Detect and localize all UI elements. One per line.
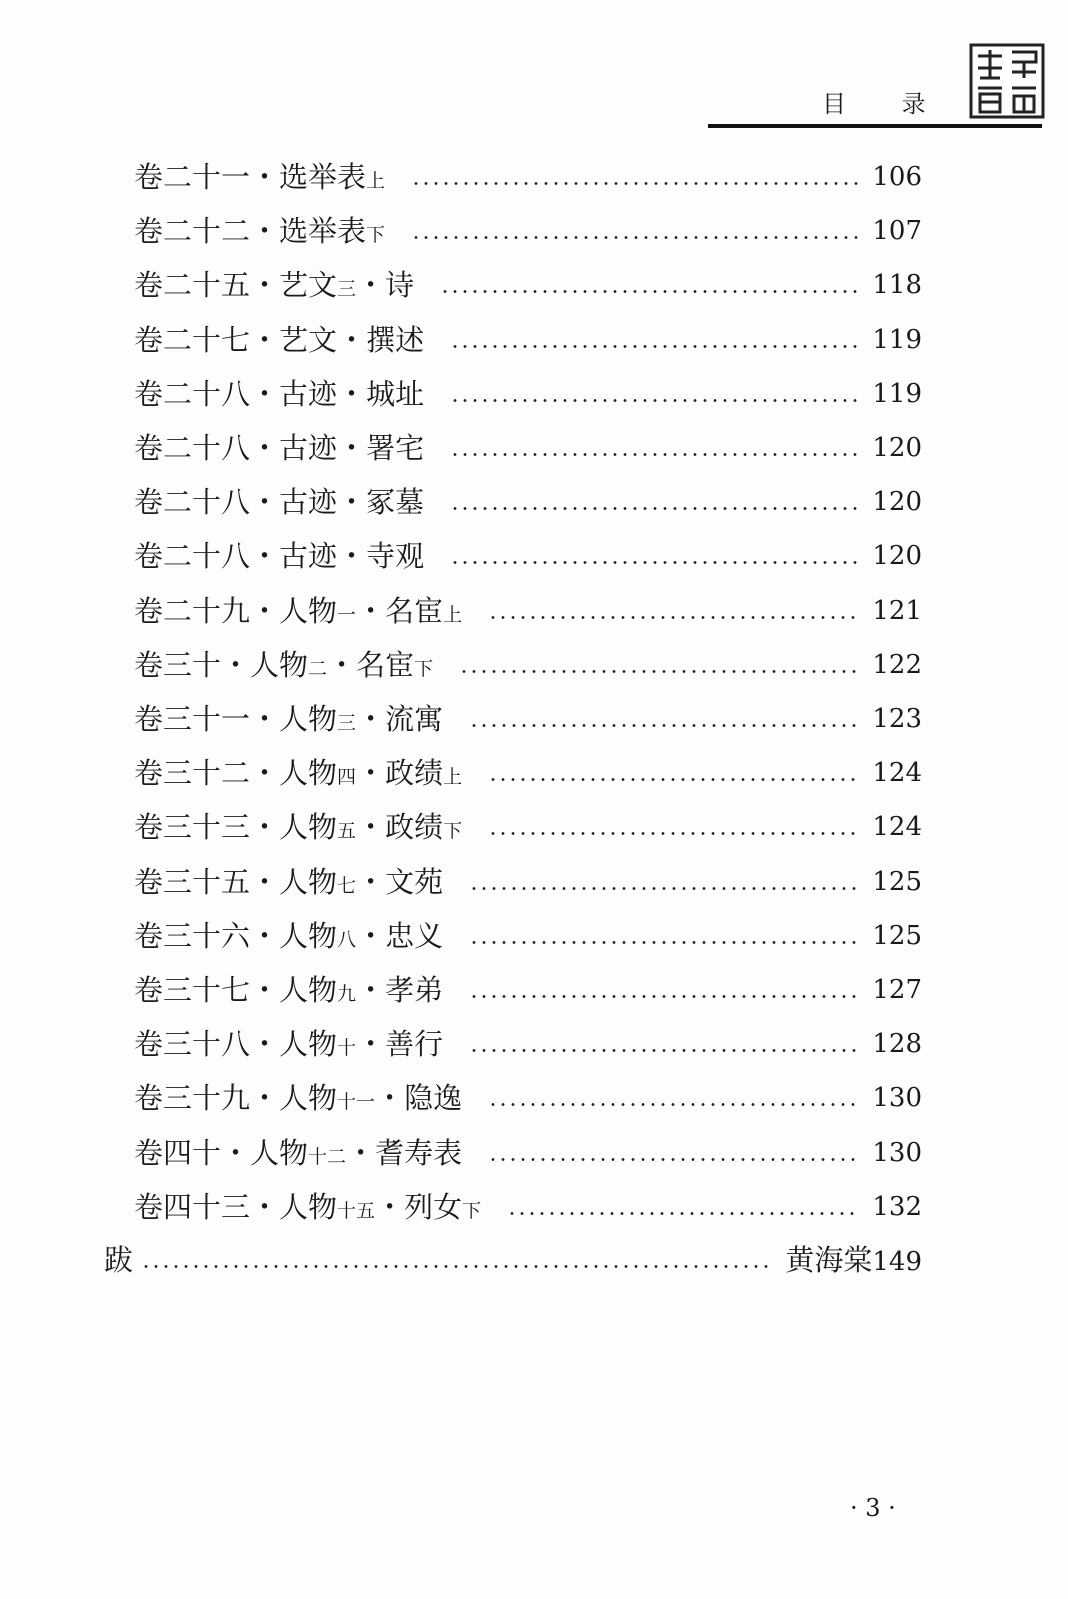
toc-entry-title bbox=[134, 645, 433, 689]
toc-section-sub: 上 bbox=[366, 170, 386, 192]
toc-subsection-sub: 上 bbox=[443, 604, 463, 626]
toc-page-number: 125 bbox=[872, 921, 922, 951]
toc-subsection: 署宅 bbox=[366, 431, 425, 465]
postface-page-number: 149 bbox=[872, 1247, 922, 1277]
toc-separator: ・ bbox=[337, 323, 367, 357]
toc-entry-title bbox=[134, 1024, 443, 1068]
toc-row[interactable] bbox=[134, 320, 922, 360]
toc-volume: 卷三十七 bbox=[134, 973, 251, 1007]
toc-separator: ・ bbox=[375, 1190, 405, 1224]
toc-section-sub: 十五 bbox=[337, 1200, 376, 1222]
toc-row[interactable] bbox=[134, 699, 922, 739]
toc-subsection: 诗 bbox=[385, 268, 415, 302]
toc-section: 古迹 bbox=[279, 377, 338, 411]
dot-leader bbox=[469, 995, 858, 998]
toc-entry-title bbox=[134, 591, 462, 635]
toc-section-sub: 七 bbox=[337, 875, 357, 897]
toc-separator: ・ bbox=[221, 1136, 251, 1170]
toc-separator: ・ bbox=[356, 1027, 386, 1061]
toc-page-number: 127 bbox=[872, 975, 922, 1005]
dot-leader bbox=[469, 941, 858, 944]
toc-separator: ・ bbox=[337, 485, 367, 519]
toc-volume: 卷二十八 bbox=[134, 377, 251, 411]
toc-page-number: 124 bbox=[872, 812, 922, 842]
toc-section: 人物 bbox=[279, 1190, 338, 1224]
toc-page-number: 119 bbox=[872, 379, 922, 409]
toc-separator: ・ bbox=[250, 377, 280, 411]
toc-separator: ・ bbox=[356, 702, 386, 736]
toc-subsection-sub: 下 bbox=[462, 1200, 482, 1222]
dot-leader bbox=[469, 724, 858, 727]
postface-title: 跋 bbox=[104, 1243, 134, 1277]
toc-section-sub: 九 bbox=[337, 983, 357, 1005]
toc-entry-title bbox=[134, 753, 462, 797]
toc-page-number: 120 bbox=[872, 433, 922, 463]
toc-page-number: 122 bbox=[872, 650, 922, 680]
toc-entry-title bbox=[134, 970, 443, 1014]
toc-separator: ・ bbox=[250, 214, 280, 248]
toc-separator: ・ bbox=[250, 865, 280, 899]
toc-separator: ・ bbox=[375, 1081, 405, 1115]
toc-subsection-sub: 下 bbox=[443, 820, 463, 842]
toc-separator: ・ bbox=[250, 323, 280, 357]
postface-author-page bbox=[785, 1240, 922, 1282]
toc-volume: 卷二十八 bbox=[134, 485, 251, 519]
toc-volume: 卷三十五 bbox=[134, 865, 251, 899]
toc-page-number: 119 bbox=[872, 325, 922, 355]
toc-volume: 卷二十八 bbox=[134, 431, 251, 465]
toc-entry-title bbox=[134, 807, 462, 851]
toc-subsection: 名宦 bbox=[356, 648, 415, 682]
toc-entry-title bbox=[134, 211, 385, 255]
dot-leader bbox=[488, 616, 858, 619]
dot-leader bbox=[469, 1049, 858, 1052]
toc-section: 人物 bbox=[279, 702, 338, 736]
dot-leader bbox=[450, 561, 858, 564]
toc-separator: ・ bbox=[250, 810, 280, 844]
toc-entry-title bbox=[134, 699, 443, 743]
toc-subsection: 隐逸 bbox=[404, 1081, 463, 1115]
toc-separator: ・ bbox=[250, 919, 280, 953]
toc-separator: ・ bbox=[250, 485, 280, 519]
toc-section: 艺文 bbox=[279, 323, 338, 357]
toc-separator: ・ bbox=[250, 756, 280, 790]
toc-volume: 卷二十九 bbox=[134, 594, 251, 628]
toc-entry-title bbox=[134, 157, 385, 201]
toc-page-number: 123 bbox=[872, 704, 922, 734]
toc-page-number: 130 bbox=[872, 1083, 922, 1113]
toc-entry-title bbox=[134, 1078, 462, 1122]
toc-row[interactable] bbox=[134, 374, 922, 414]
toc-separator: ・ bbox=[356, 919, 386, 953]
toc-section: 古迹 bbox=[279, 431, 338, 465]
postface-author: 黄海棠 bbox=[785, 1243, 873, 1277]
toc-entry-title bbox=[134, 428, 424, 468]
toc-section: 人物 bbox=[279, 594, 338, 628]
toc-separator: ・ bbox=[250, 160, 280, 194]
toc-volume: 卷三十八 bbox=[134, 1027, 251, 1061]
dot-leader bbox=[488, 778, 858, 781]
toc-separator: ・ bbox=[250, 1027, 280, 1061]
toc-section-sub: 三 bbox=[337, 712, 357, 734]
toc-section: 艺文 bbox=[279, 268, 338, 302]
toc-separator: ・ bbox=[250, 539, 280, 573]
toc-subsection: 政绩 bbox=[385, 756, 444, 790]
toc-section-sub: 十 bbox=[337, 1037, 357, 1059]
toc-page-number: 124 bbox=[872, 758, 922, 788]
toc-volume: 卷二十八 bbox=[134, 539, 251, 573]
toc-entry-title bbox=[134, 916, 443, 960]
toc-section-sub: 下 bbox=[366, 224, 386, 246]
toc-section-sub: 十二 bbox=[308, 1146, 347, 1168]
toc-row[interactable] bbox=[134, 211, 922, 251]
toc-section-sub: 四 bbox=[337, 766, 357, 788]
toc-subsection: 政绩 bbox=[385, 810, 444, 844]
toc-page-number: 125 bbox=[872, 867, 922, 897]
toc-row[interactable] bbox=[134, 591, 922, 631]
toc-volume: 卷三十六 bbox=[134, 919, 251, 953]
toc-separator: ・ bbox=[346, 1136, 376, 1170]
toc-page-number: 118 bbox=[872, 270, 922, 300]
toc-separator: ・ bbox=[356, 810, 386, 844]
toc-volume: 卷三十一 bbox=[134, 702, 251, 736]
dot-leader bbox=[469, 887, 858, 890]
toc-subsection: 名宦 bbox=[385, 594, 444, 628]
toc-separator: ・ bbox=[250, 1190, 280, 1224]
toc-row[interactable] bbox=[134, 916, 922, 956]
toc-section-sub: 五 bbox=[337, 820, 357, 842]
toc-section: 人物 bbox=[279, 756, 338, 790]
toc-separator: ・ bbox=[327, 648, 357, 682]
toc-subsection-sub: 上 bbox=[443, 766, 463, 788]
toc-section: 古迹 bbox=[279, 539, 338, 573]
toc-row[interactable] bbox=[134, 807, 922, 847]
dot-leader bbox=[488, 832, 858, 835]
toc-separator: ・ bbox=[356, 594, 386, 628]
toc-separator: ・ bbox=[356, 865, 386, 899]
dot-leader bbox=[450, 399, 858, 402]
toc-row[interactable] bbox=[134, 482, 922, 522]
toc-row-postface[interactable] bbox=[104, 1240, 922, 1280]
toc-volume: 卷三十三 bbox=[134, 810, 251, 844]
toc-row[interactable] bbox=[134, 428, 922, 468]
toc-section: 人物 bbox=[250, 648, 309, 682]
toc-row[interactable] bbox=[134, 265, 922, 305]
toc-section: 人物 bbox=[279, 865, 338, 899]
toc-volume: 卷二十七 bbox=[134, 323, 251, 357]
dot-leader bbox=[488, 1158, 858, 1161]
toc-page-number: 130 bbox=[872, 1138, 922, 1168]
toc-page-number: 107 bbox=[872, 216, 922, 246]
toc-page-number: 121 bbox=[872, 596, 922, 626]
toc-separator: ・ bbox=[250, 973, 280, 1007]
toc-section: 古迹 bbox=[279, 485, 338, 519]
toc-section-sub: 二 bbox=[308, 658, 328, 680]
toc-separator: ・ bbox=[250, 268, 280, 302]
dot-leader bbox=[411, 182, 858, 185]
toc-row[interactable] bbox=[134, 753, 922, 793]
toc-section: 人物 bbox=[279, 1081, 338, 1115]
toc-section: 人物 bbox=[250, 1136, 309, 1170]
dot-leader bbox=[141, 1265, 769, 1268]
toc-row[interactable] bbox=[134, 536, 922, 576]
toc-separator: ・ bbox=[250, 1081, 280, 1115]
toc-subsection: 善行 bbox=[385, 1027, 444, 1061]
toc-volume: 卷四十三 bbox=[134, 1190, 251, 1224]
toc-entry-title bbox=[134, 482, 424, 522]
toc-subsection: 耆寿表 bbox=[375, 1136, 463, 1170]
toc-row[interactable] bbox=[134, 157, 922, 197]
toc-separator: ・ bbox=[337, 431, 367, 465]
header-title: 目 录 bbox=[822, 90, 950, 118]
toc-volume: 卷二十二 bbox=[134, 214, 251, 248]
dot-leader bbox=[440, 290, 858, 293]
toc-separator: ・ bbox=[250, 594, 280, 628]
toc-row[interactable] bbox=[134, 1024, 922, 1064]
toc-subsection: 撰述 bbox=[366, 323, 425, 357]
toc-entry-title bbox=[134, 1187, 481, 1231]
toc-subsection: 流寓 bbox=[385, 702, 444, 736]
dot-leader bbox=[488, 1103, 858, 1106]
toc-separator: ・ bbox=[356, 973, 386, 1007]
toc-entry-title bbox=[134, 862, 443, 906]
toc-separator: ・ bbox=[250, 702, 280, 736]
toc-section: 选举表 bbox=[279, 214, 367, 248]
toc-section: 人物 bbox=[279, 973, 338, 1007]
toc-page-number: 120 bbox=[872, 541, 922, 571]
dot-leader bbox=[450, 345, 858, 348]
toc-row[interactable] bbox=[134, 970, 922, 1010]
toc-volume: 卷三十 bbox=[134, 648, 222, 682]
toc-section: 人物 bbox=[279, 919, 338, 953]
toc-page-number: 106 bbox=[872, 162, 922, 192]
toc-subsection: 寺观 bbox=[366, 539, 425, 573]
toc-section-sub: 三 bbox=[337, 278, 357, 300]
dot-leader bbox=[459, 670, 858, 673]
toc-entry-title bbox=[134, 320, 424, 360]
toc-subsection: 城址 bbox=[366, 377, 425, 411]
toc-section: 选举表 bbox=[279, 160, 367, 194]
dot-leader bbox=[507, 1212, 858, 1215]
dot-leader bbox=[411, 236, 858, 239]
toc-section-sub: 八 bbox=[337, 929, 357, 951]
toc-entry-title bbox=[134, 1133, 462, 1177]
toc-volume: 卷二十五 bbox=[134, 268, 251, 302]
toc-entry-title bbox=[134, 374, 424, 414]
toc-subsection: 冢墓 bbox=[366, 485, 425, 519]
toc-volume: 卷二十一 bbox=[134, 160, 251, 194]
toc-entry-title bbox=[134, 536, 424, 576]
toc-page-number: 132 bbox=[872, 1192, 922, 1222]
toc-subsection: 忠义 bbox=[385, 919, 444, 953]
toc-separator: ・ bbox=[250, 431, 280, 465]
toc-separator: ・ bbox=[337, 377, 367, 411]
toc-page-number: 120 bbox=[872, 487, 922, 517]
toc-row[interactable] bbox=[134, 862, 922, 902]
toc-section: 人物 bbox=[279, 1027, 338, 1061]
toc-row[interactable] bbox=[134, 645, 922, 685]
toc-entry-title bbox=[134, 265, 414, 309]
toc-subsection: 文苑 bbox=[385, 865, 444, 899]
dot-leader bbox=[450, 453, 858, 456]
toc-separator: ・ bbox=[356, 756, 386, 790]
toc-subsection-sub: 下 bbox=[414, 658, 434, 680]
toc-row[interactable] bbox=[134, 1187, 922, 1227]
toc-separator: ・ bbox=[221, 648, 251, 682]
toc-section: 人物 bbox=[279, 810, 338, 844]
toc-row[interactable] bbox=[134, 1078, 922, 1118]
toc-row[interactable] bbox=[134, 1133, 922, 1173]
toc-page-number: 128 bbox=[872, 1029, 922, 1059]
toc-volume: 卷四十 bbox=[134, 1136, 222, 1170]
toc-separator: ・ bbox=[337, 539, 367, 573]
toc-section-sub: 十一 bbox=[337, 1091, 376, 1113]
toc-volume: 卷三十九 bbox=[134, 1081, 251, 1115]
page-number: · 3 · bbox=[850, 1494, 896, 1522]
toc-subsection: 列女 bbox=[404, 1190, 463, 1224]
toc-subsection: 孝弟 bbox=[385, 973, 444, 1007]
dot-leader bbox=[450, 507, 858, 510]
toc-separator: ・ bbox=[356, 268, 386, 302]
toc-volume: 卷三十二 bbox=[134, 756, 251, 790]
toc-section-sub: 一 bbox=[337, 604, 357, 626]
